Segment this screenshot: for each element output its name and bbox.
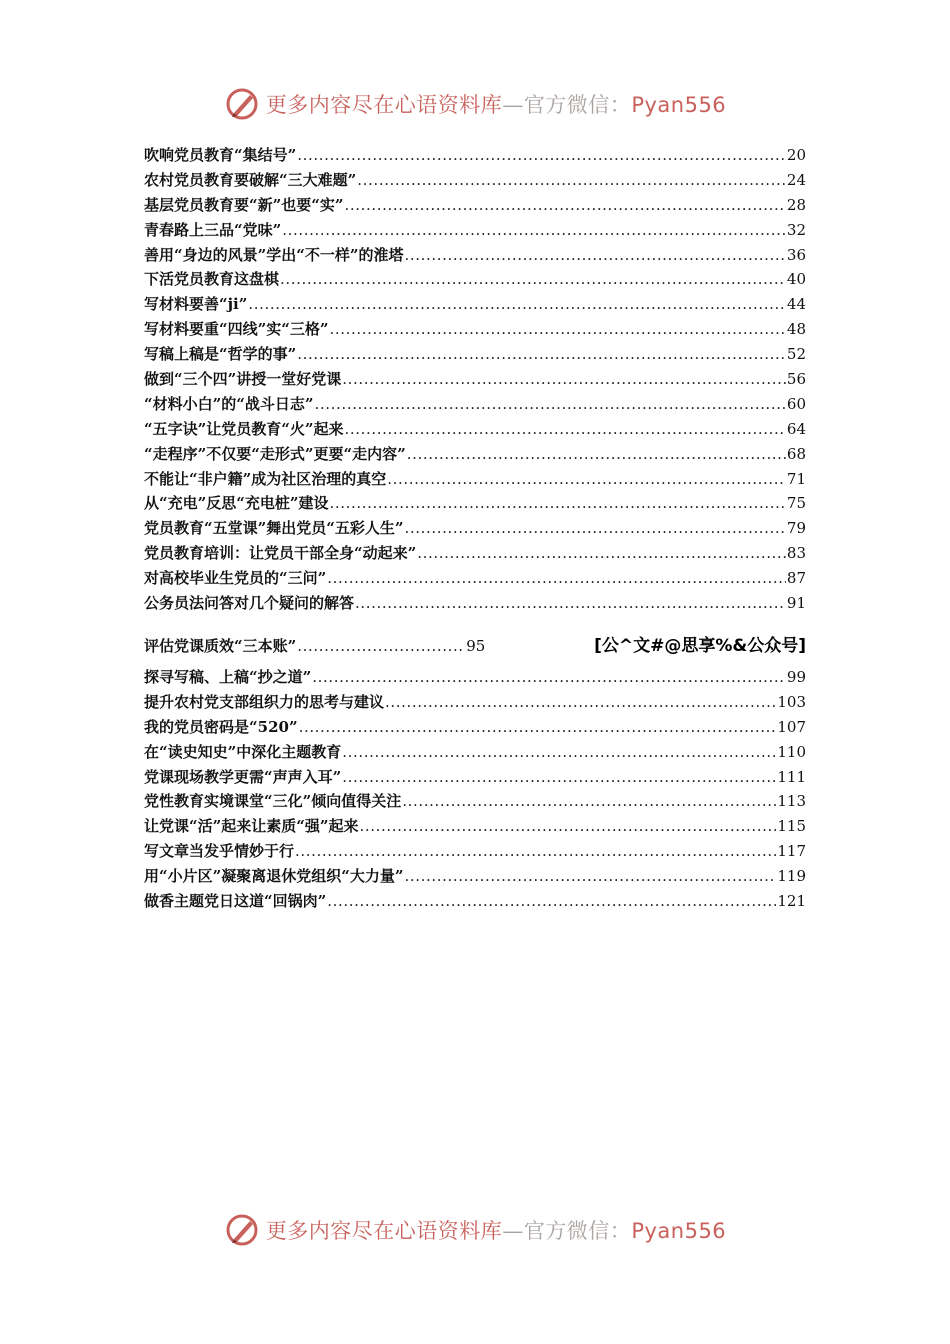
dot-leader <box>342 765 776 790</box>
toc-entry-title: 党课现场教学更需“声声入耳” <box>144 767 342 786</box>
toc-entry-title: 下活党员教育这盘棋 <box>144 270 280 289</box>
toc-entry[interactable] <box>144 342 806 367</box>
dot-leader <box>312 665 786 690</box>
toc-entry-title: 写材料要善“ji” <box>144 295 248 314</box>
toc-entry-title: 评估党课质效“三本账” <box>144 637 297 655</box>
toc-entry[interactable] <box>144 839 806 864</box>
toc-entry-title: 我的党员密码是“520” <box>144 717 298 736</box>
dot-leader <box>295 839 776 864</box>
toc-entry-page: 119 <box>777 867 806 886</box>
toc-entry-page: 28 <box>786 195 806 214</box>
dot-leader <box>345 417 786 442</box>
toc-special-row[interactable] <box>144 631 806 655</box>
toc-entry-page: 24 <box>786 170 806 189</box>
toc-entry-page: 87 <box>786 569 806 588</box>
toc-entry[interactable] <box>144 789 806 814</box>
toc-entry-title: “材料小白”的“战斗日志” <box>144 394 314 413</box>
dot-leader <box>417 541 786 566</box>
dot-leader <box>342 367 786 392</box>
dot-leader <box>405 864 777 889</box>
header-watermark <box>0 84 950 124</box>
toc-entry-title: 做香主题党日这道“回锅肉” <box>144 892 327 911</box>
toc-entry[interactable] <box>144 143 806 168</box>
toc-entry[interactable] <box>144 442 806 467</box>
toc-entry-page: 95 <box>466 637 486 655</box>
toc-entry[interactable] <box>144 864 806 889</box>
dot-leader <box>327 889 776 914</box>
toc-entry-page: 75 <box>786 494 806 513</box>
toc-entry[interactable] <box>144 317 806 342</box>
toc-entry[interactable] <box>144 417 806 442</box>
dot-leader <box>315 392 786 417</box>
toc-entry-title: 党员教育培训：让党员干部全身“动起来” <box>144 544 417 563</box>
toc-entry[interactable] <box>144 715 806 740</box>
table-of-contents-part1 <box>144 143 806 616</box>
toc-entry-title: 善用“身边的风景”学出“不一样”的淮塔 <box>144 245 404 264</box>
dot-leader <box>402 789 776 814</box>
toc-entry-page: 110 <box>777 742 806 761</box>
pen-nib-circle-icon <box>224 1212 260 1248</box>
toc-entry-page: 115 <box>777 817 806 836</box>
toc-entry[interactable] <box>144 491 806 516</box>
toc-entry[interactable] <box>144 193 806 218</box>
toc-entry-page: 56 <box>786 370 806 389</box>
dot-leader <box>405 516 786 541</box>
toc-entry-page: 71 <box>786 469 806 488</box>
toc-entry[interactable] <box>144 392 806 417</box>
pen-nib-circle-icon <box>224 86 260 122</box>
toc-entry[interactable] <box>144 740 806 765</box>
toc-entry[interactable] <box>144 292 806 317</box>
toc-entry-page: 121 <box>777 892 806 911</box>
toc-entry-title: 党员教育“五堂课”舞出党员“五彩人生” <box>144 519 404 538</box>
toc-entry[interactable] <box>144 267 806 292</box>
toc-entry-title: 写材料要重“四线”实“三格” <box>144 320 329 339</box>
toc-entry-title: 做到“三个四”讲授一堂好党课 <box>144 370 342 389</box>
toc-entry[interactable] <box>144 889 806 914</box>
dot-leader <box>407 442 786 467</box>
dot-leader <box>355 591 786 616</box>
toc-entry[interactable] <box>144 665 806 690</box>
dot-leader <box>299 715 777 740</box>
dot-leader <box>297 143 786 168</box>
toc-entry-title: 用“小片区”凝聚离退休党组织“大力量” <box>144 867 404 886</box>
toc-entry-title: 农村党员教育要破解“三大难题” <box>144 170 357 189</box>
toc-entry-page: 20 <box>786 146 806 164</box>
toc-entry-page: 83 <box>786 544 806 563</box>
dot-leader <box>405 243 786 268</box>
toc-entry[interactable] <box>144 566 806 591</box>
toc-entry-page: 52 <box>786 345 806 364</box>
toc-entry-title: 对高校毕业生党员的“三问” <box>144 569 327 588</box>
dot-leader <box>330 491 786 516</box>
dot-leader <box>248 292 786 317</box>
footer-watermark <box>0 1210 950 1250</box>
toc-entry-page: 40 <box>786 270 806 289</box>
toc-entry-page: 99 <box>786 668 806 686</box>
dot-leader <box>280 267 786 292</box>
toc-entry-page: 111 <box>777 767 806 786</box>
toc-entry-title: 基层党员教育要“新”也要“实” <box>144 195 344 214</box>
toc-entry-title: 公务员法问答对几个疑问的解答 <box>144 594 355 613</box>
dot-leader <box>330 317 786 342</box>
toc-entry[interactable] <box>144 168 806 193</box>
dot-leader <box>297 637 465 655</box>
toc-entry-page: 91 <box>786 594 806 613</box>
toc-entry-page: 32 <box>786 220 806 239</box>
toc-entry-page: 68 <box>786 444 806 463</box>
toc-entry-title: 写稿上稿是“哲学的事” <box>144 345 297 364</box>
toc-entry-page: 60 <box>786 394 806 413</box>
toc-entry-title: “走程序”不仅要“走形式”更要“走内容” <box>144 444 406 463</box>
watermark-text: 更多内容尽在心语资料库—官方微信：Pyan556 <box>265 93 727 117</box>
toc-entry[interactable] <box>144 591 806 616</box>
dot-leader <box>357 168 786 193</box>
toc-entry-title: 不能让“非户籍”成为社区治理的真空 <box>144 469 387 488</box>
table-of-contents-part2 <box>144 665 806 914</box>
toc-entry-title: 党性教育实境课堂“三化”倾向值得关注 <box>144 792 402 811</box>
toc-entry-page: 48 <box>786 320 806 339</box>
toc-entry[interactable] <box>144 367 806 392</box>
toc-entry-page: 103 <box>777 692 806 711</box>
toc-entry-title: “五字诀”让党员教育“火”起来 <box>144 419 344 438</box>
toc-entry-title: 让党课“活”起来让素质“强”起来 <box>144 817 359 836</box>
toc-entry-page: 79 <box>786 519 806 538</box>
toc-entry-page: 113 <box>777 792 806 811</box>
toc-entry-page: 117 <box>777 842 806 861</box>
toc-entry-title: 探寻写稿、上稿“抄之道” <box>144 668 312 686</box>
dot-leader <box>342 740 776 765</box>
toc-entry[interactable] <box>144 765 806 790</box>
dot-leader <box>282 218 786 243</box>
dot-leader <box>385 690 776 715</box>
toc-entry-title: 吹响党员教育“集结号” <box>144 146 297 164</box>
toc-entry[interactable] <box>144 690 806 715</box>
toc-entry[interactable] <box>144 814 806 839</box>
toc-entry-page: 107 <box>777 717 806 736</box>
toc-entry-title: 青春路上三品“党味” <box>144 220 282 239</box>
dot-leader <box>327 566 786 591</box>
account-tag: [公^文#@思享%&公众号] <box>594 636 806 656</box>
toc-entry-page: 36 <box>786 245 806 264</box>
toc-entry-title: 从“充电”反思“充电桩”建设 <box>144 494 329 513</box>
dot-leader <box>297 342 786 367</box>
toc-entry-title: 在“读史知史”中深化主题教育 <box>144 742 342 761</box>
toc-entry[interactable] <box>144 516 806 541</box>
toc-entry-title: 提升农村党支部组织力的思考与建议 <box>144 692 385 711</box>
dot-leader <box>360 814 777 839</box>
toc-entry[interactable] <box>144 218 806 243</box>
toc-entry-page: 64 <box>786 419 806 438</box>
dot-leader <box>387 467 786 492</box>
toc-entry-page: 44 <box>786 295 806 314</box>
toc-entry[interactable] <box>144 541 806 566</box>
toc-entry-title: 写文章当发乎情妙于行 <box>144 842 295 861</box>
toc-entry[interactable] <box>144 467 806 492</box>
watermark-text: 更多内容尽在心语资料库—官方微信：Pyan556 <box>265 1219 727 1243</box>
dot-leader <box>345 193 786 218</box>
toc-entry[interactable] <box>144 243 806 268</box>
